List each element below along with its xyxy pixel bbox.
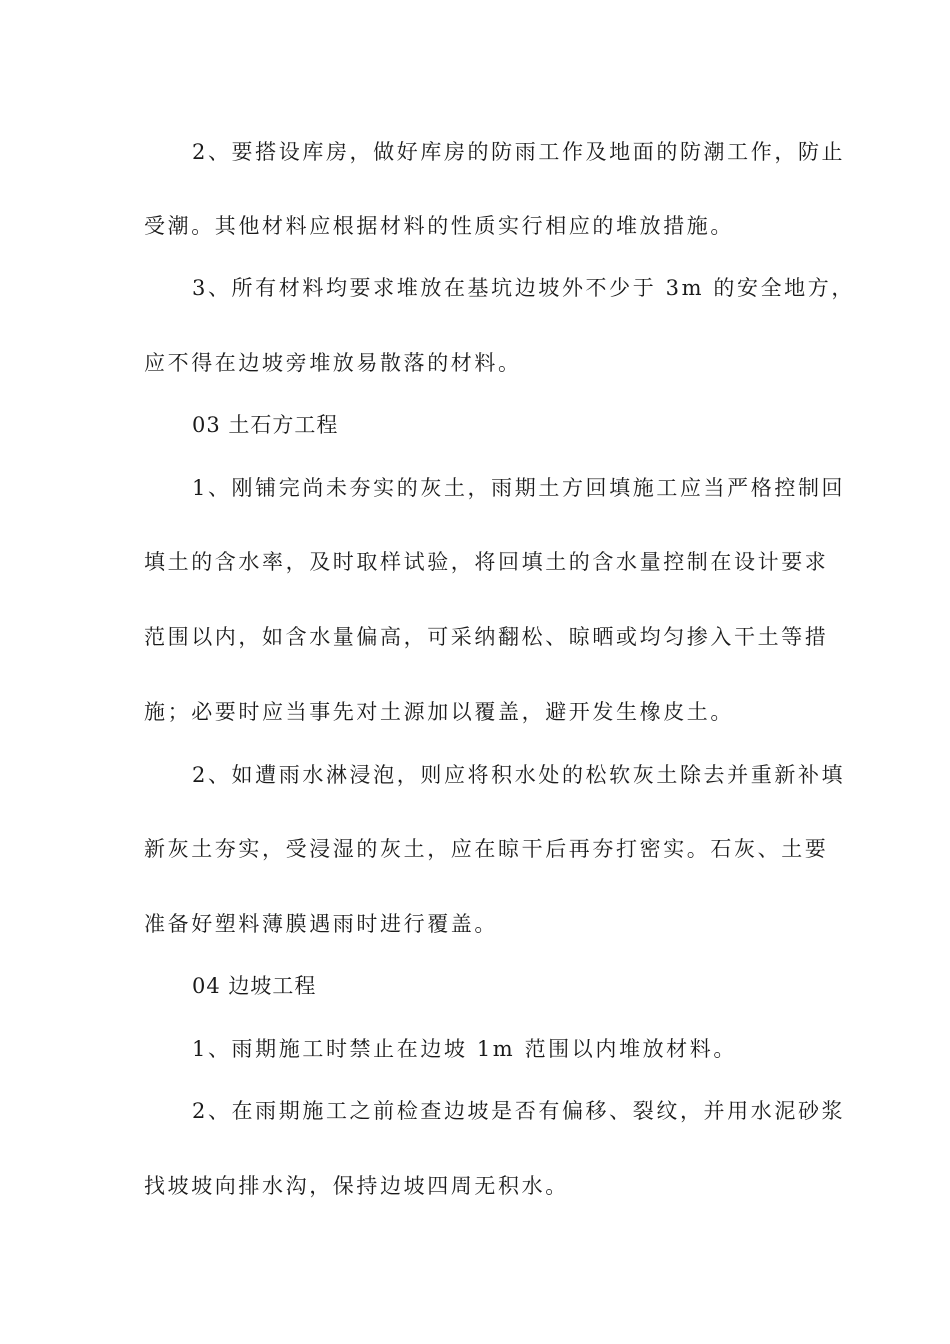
paragraph-line: 1、雨期施工时禁止在边坡 1m 范围以内堆放材料。 xyxy=(192,1037,737,1061)
paragraph-line: 受潮。其他材料应根据材料的性质实行相应的堆放措施。 xyxy=(144,214,734,238)
paragraph-line: 2、如遭雨水淋浸泡，则应将积水处的松软灰土除去并重新补填 xyxy=(192,763,846,787)
paragraph-line: 1、刚铺完尚未夯实的灰土，雨期土方回填施工应当严格控制回 xyxy=(192,476,846,500)
section-heading: 04 边坡工程 xyxy=(192,974,317,998)
paragraph-line: 找坡坡向排水沟，保持边坡四周无积水。 xyxy=(144,1174,569,1198)
paragraph-line: 范围以内，如含水量偏高，可采纳翻松、晾晒或均匀掺入干土等措 xyxy=(144,625,829,649)
paragraph-line: 应不得在边坡旁堆放易散落的材料。 xyxy=(144,351,522,375)
paragraph-line: 2、在雨期施工之前检查边坡是否有偏移、裂纹，并用水泥砂浆 xyxy=(192,1099,846,1123)
paragraph-line: 新灰土夯实，受浸湿的灰土，应在晾干后再夯打密实。石灰、土要 xyxy=(144,837,829,861)
paragraph-line: 填土的含水率，及时取样试验，将回填土的含水量控制在设计要求 xyxy=(144,550,829,574)
paragraph-line: 2、要搭设库房，做好库房的防雨工作及地面的防潮工作，防止 xyxy=(192,140,846,164)
paragraph-line: 施；必要时应当事先对土源加以覆盖，避开发生橡皮土。 xyxy=(144,700,734,724)
paragraph-line: 3、所有材料均要求堆放在基坑边坡外不少于 3m 的安全地方， xyxy=(192,276,855,300)
section-heading: 03 土石方工程 xyxy=(192,413,339,437)
paragraph-line: 准备好塑料薄膜遇雨时进行覆盖。 xyxy=(144,912,498,936)
